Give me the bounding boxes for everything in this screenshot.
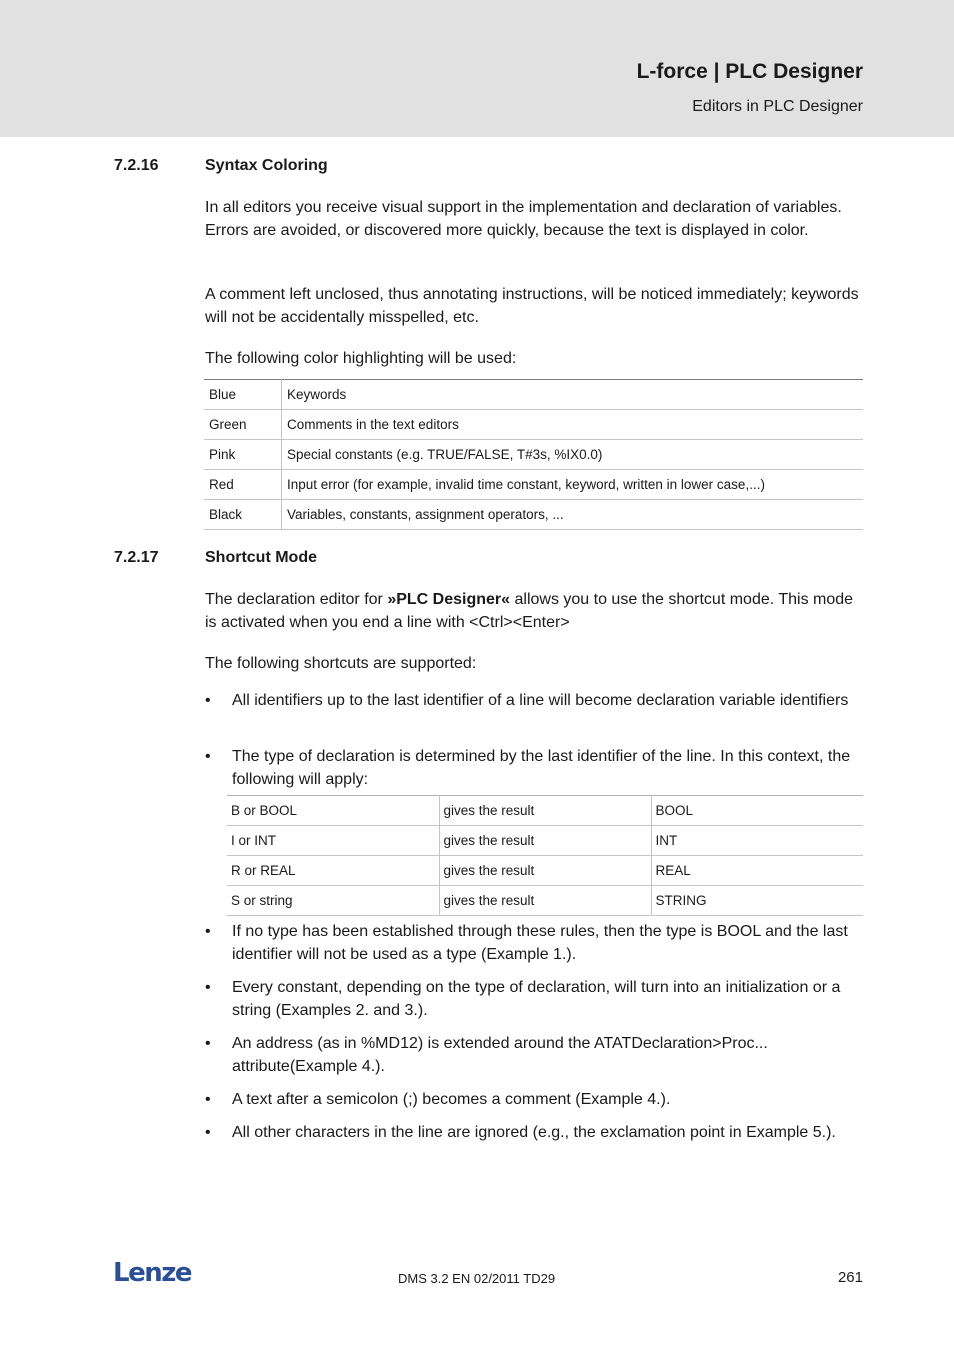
- bullet-icon: •: [205, 923, 211, 940]
- bullet-icon: •: [205, 1091, 211, 1108]
- table-cell: Keywords: [282, 380, 864, 410]
- bullet-icon: •: [205, 1124, 211, 1141]
- paragraph: [205, 588, 861, 634]
- table-cell: Black: [204, 500, 282, 530]
- table-row: [227, 886, 863, 916]
- table-cell: REAL: [651, 856, 863, 886]
- header-title: L-force | PLC Designer: [636, 60, 863, 83]
- bullet-icon: •: [205, 748, 211, 765]
- paragraph: The following shortcuts are supported:: [205, 655, 477, 672]
- page-header: [0, 0, 954, 137]
- document-id: DMS 3.2 EN 02/2011 TD29: [398, 1271, 556, 1286]
- paragraph: In all editors you receive visual support in the implementation and declaration of variables. Errors are avoided, or discovered more quickly, because the text is displayed in color.: [205, 199, 842, 239]
- list-item-text: An address (as in %MD12) is extended around the ATATDeclaration>Proc... attribute(Example 4.).: [232, 1035, 768, 1075]
- list-item-text: A text after a semicolon (;) becomes a comment (Example 4.).: [232, 1091, 671, 1108]
- table-row: [204, 380, 863, 410]
- paragraph: A comment left unclosed, thus annotating instructions, will be noticed immediately; keywords will not be accidentally misspelled, etc.: [205, 286, 859, 326]
- table-cell: Red: [204, 470, 282, 500]
- table-cell: I or INT: [227, 826, 439, 856]
- bullet-icon: •: [205, 692, 211, 709]
- table-row: [204, 500, 863, 530]
- table-row: [227, 796, 863, 826]
- table-cell: gives the result: [439, 886, 651, 916]
- bullet-icon: •: [205, 979, 211, 996]
- list-item-text: The type of declaration is determined by the last identifier of the line. In this context, the following will apply:: [232, 748, 851, 788]
- table-cell: Pink: [204, 440, 282, 470]
- table-cell: Blue: [204, 380, 282, 410]
- bullet-icon: •: [205, 1035, 211, 1052]
- table-cell: Special constants (e.g. TRUE/FALSE, T#3s, %IX0.0): [282, 440, 864, 470]
- list-item-text: All other characters in the line are ignored (e.g., the exclamation point in Example 5.).: [232, 1124, 836, 1141]
- table-cell: Input error (for example, invalid time constant, keyword, written in lower case,...): [282, 470, 864, 500]
- text-run: allows you to use the shortcut mode. This mode is activated when you end a line with <Ctrl><Enter>: [205, 591, 854, 631]
- table-cell: Green: [204, 410, 282, 440]
- table-cell: INT: [651, 826, 863, 856]
- table-cell: gives the result: [439, 856, 651, 886]
- table-cell: R or REAL: [227, 856, 439, 886]
- section-number: 7.2.16: [114, 157, 159, 174]
- table-row: [204, 410, 863, 440]
- table-row: [204, 440, 863, 470]
- lenze-logo: Lenze: [113, 1258, 191, 1288]
- table-row: [204, 470, 863, 500]
- table-cell: BOOL: [651, 796, 863, 826]
- table-cell: S or string: [227, 886, 439, 916]
- table-cell: B or BOOL: [227, 796, 439, 826]
- shortcut-table: [227, 795, 863, 916]
- list-item-text: Every constant, depending on the type of declaration, will turn into an initialization or a string (Examples 2. and 3.).: [232, 979, 841, 1019]
- table-row: [227, 856, 863, 886]
- section-title: Shortcut Mode: [205, 549, 317, 566]
- table-cell: gives the result: [439, 796, 651, 826]
- table-cell: Variables, constants, assignment operators, ...: [282, 500, 864, 530]
- table-cell: Comments in the text editors: [282, 410, 864, 440]
- list-item-text: All identifiers up to the last identifier of a line will become declaration variable identifiers: [232, 692, 849, 709]
- text-run: The declaration editor for: [205, 591, 388, 608]
- list-item-text: If no type has been established through these rules, then the type is BOOL and the last identifier will not be used as a type (Example 1.).: [232, 923, 848, 963]
- header-subtitle: Editors in PLC Designer: [692, 98, 863, 115]
- section-number: 7.2.17: [114, 549, 159, 566]
- table-cell: STRING: [651, 886, 863, 916]
- page-number: 261: [837, 1269, 863, 1286]
- product-name: »PLC Designer«: [387, 591, 511, 608]
- table-row: [227, 826, 863, 856]
- paragraph: The following color highlighting will be used:: [205, 350, 517, 367]
- color-table: [204, 379, 863, 530]
- section-title: Syntax Coloring: [205, 157, 328, 174]
- table-cell: gives the result: [439, 826, 651, 856]
